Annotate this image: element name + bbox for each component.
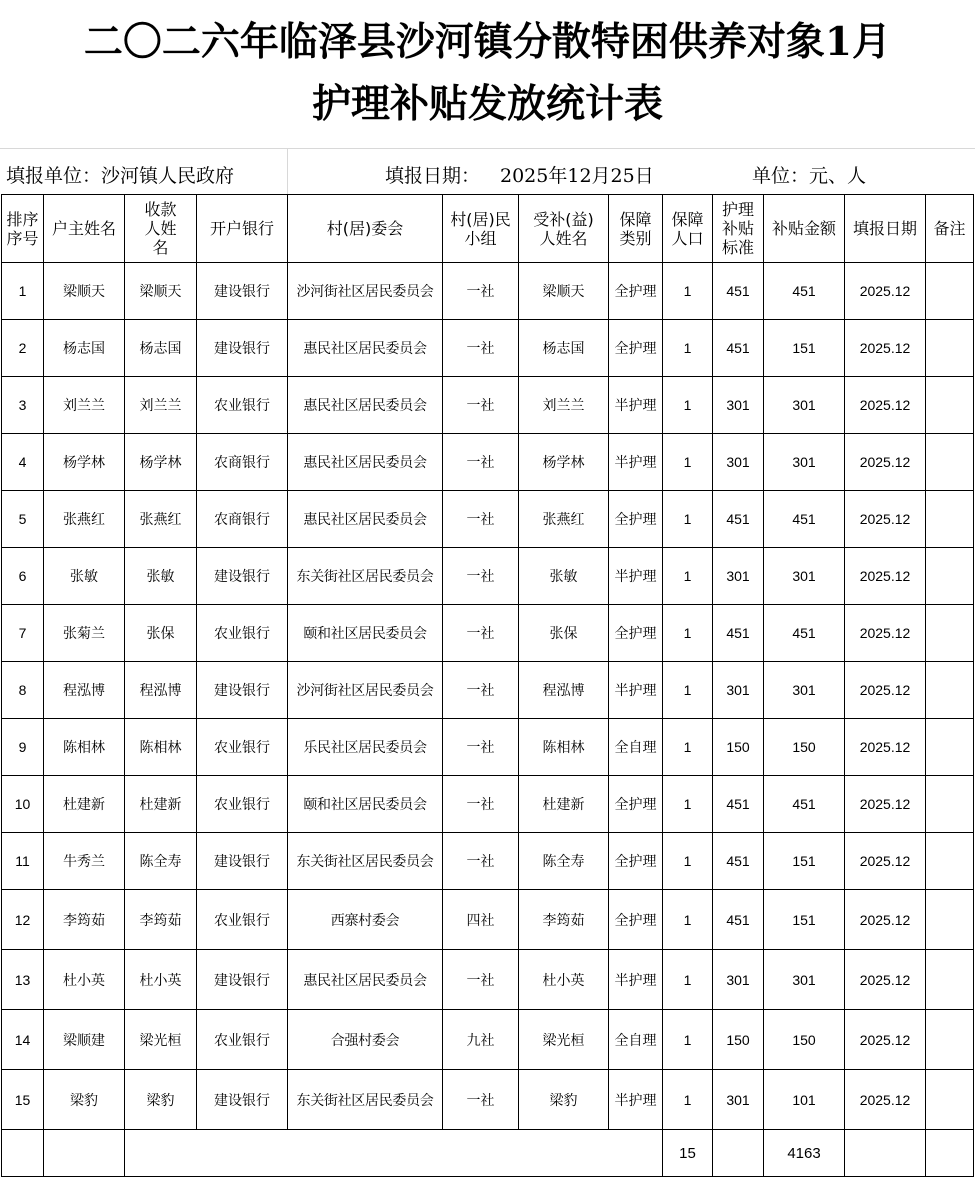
row-recipient: 张敏 [519, 548, 609, 605]
header-date: 填报日期 [845, 195, 926, 263]
row-recipient: 杜小英 [519, 950, 609, 1010]
subsidy-table [1, 194, 974, 1177]
row-bank: 农业银行 [197, 605, 288, 662]
row-type: 全护理 [609, 890, 663, 950]
row-recipient: 刘兰兰 [519, 377, 609, 434]
row-pop: 1 [663, 1070, 713, 1130]
totals-row [2, 1130, 974, 1177]
info-bar [0, 148, 975, 195]
row-recipient: 陈相林 [519, 719, 609, 776]
row-std: 301 [713, 662, 764, 719]
row-note [926, 719, 974, 776]
totals-cell [2, 1130, 44, 1177]
row-amount: 451 [764, 605, 845, 662]
row-type: 半护理 [609, 377, 663, 434]
row-pop: 1 [663, 434, 713, 491]
row-bank: 农业银行 [197, 1010, 288, 1070]
row-owner: 杜建新 [44, 776, 125, 833]
row-note [926, 776, 974, 833]
row-recipient: 杨志国 [519, 320, 609, 377]
row-owner: 梁顺建 [44, 1010, 125, 1070]
row-group: 一社 [443, 776, 519, 833]
row-note [926, 950, 974, 1010]
row-date: 2025.12 [845, 491, 926, 548]
row-committee: 惠民社区居民委员会 [288, 950, 443, 1010]
row-owner: 杨志国 [44, 320, 125, 377]
row-note [926, 890, 974, 950]
row-bank: 建设银行 [197, 662, 288, 719]
row-group: 一社 [443, 548, 519, 605]
row-note [926, 1010, 974, 1070]
row-payee: 李筠茹 [125, 890, 197, 950]
row-payee: 杨学林 [125, 434, 197, 491]
row-bank: 农业银行 [197, 776, 288, 833]
totals-pop: 15 [663, 1130, 713, 1177]
row-type: 半护理 [609, 548, 663, 605]
totals-cell [713, 1130, 764, 1177]
row-bank: 建设银行 [197, 263, 288, 320]
row-note [926, 377, 974, 434]
row-payee: 陈相林 [125, 719, 197, 776]
totals-cell-merged [125, 1130, 663, 1177]
row-recipient: 张燕红 [519, 491, 609, 548]
row-type: 半护理 [609, 662, 663, 719]
row-amount: 301 [764, 548, 845, 605]
row-note [926, 434, 974, 491]
row-committee: 东关街社区居民委员会 [288, 548, 443, 605]
row-seq: 3 [2, 377, 44, 434]
row-payee: 杨志国 [125, 320, 197, 377]
table-row [2, 776, 974, 833]
row-amount: 150 [764, 1010, 845, 1070]
row-amount: 301 [764, 434, 845, 491]
row-bank: 农商银行 [197, 491, 288, 548]
row-seq: 1 [2, 263, 44, 320]
header-note: 备注 [926, 195, 974, 263]
row-note [926, 548, 974, 605]
row-std: 451 [713, 605, 764, 662]
row-seq: 10 [2, 776, 44, 833]
row-committee: 东关街社区居民委员会 [288, 1070, 443, 1130]
report-date-value: 2025年12月25日 [500, 165, 654, 187]
row-recipient: 梁豹 [519, 1070, 609, 1130]
header-recipient: 受补(益)人姓名 [519, 195, 609, 263]
row-recipient: 程泓博 [519, 662, 609, 719]
header-pop: 保障人口 [663, 195, 713, 263]
row-committee: 西寨村委会 [288, 890, 443, 950]
header-seq: 排序序号 [2, 195, 44, 263]
row-pop: 1 [663, 833, 713, 890]
table-row [2, 263, 974, 320]
row-amount: 151 [764, 890, 845, 950]
row-recipient: 陈全寿 [519, 833, 609, 890]
row-group: 一社 [443, 719, 519, 776]
row-pop: 1 [663, 776, 713, 833]
row-amount: 451 [764, 776, 845, 833]
table-row [2, 662, 974, 719]
row-pop: 1 [663, 263, 713, 320]
row-owner: 张燕红 [44, 491, 125, 548]
row-pop: 1 [663, 491, 713, 548]
row-amount: 451 [764, 491, 845, 548]
header-std: 护理补贴标准 [713, 195, 764, 263]
row-group: 一社 [443, 950, 519, 1010]
table-row [2, 320, 974, 377]
row-group: 一社 [443, 833, 519, 890]
row-group: 一社 [443, 605, 519, 662]
row-group: 四社 [443, 890, 519, 950]
row-note [926, 320, 974, 377]
row-bank: 农商银行 [197, 434, 288, 491]
row-payee: 程泓博 [125, 662, 197, 719]
row-bank: 农业银行 [197, 377, 288, 434]
row-payee: 梁豹 [125, 1070, 197, 1130]
row-seq: 15 [2, 1070, 44, 1130]
row-committee: 乐民社区居民委员会 [288, 719, 443, 776]
row-amount: 301 [764, 662, 845, 719]
measure-unit: 单位：元、人 [752, 165, 867, 187]
row-note [926, 605, 974, 662]
row-type: 全护理 [609, 320, 663, 377]
row-type: 半护理 [609, 950, 663, 1010]
row-std: 150 [713, 719, 764, 776]
row-owner: 张敏 [44, 548, 125, 605]
row-payee: 张敏 [125, 548, 197, 605]
row-owner: 陈相林 [44, 719, 125, 776]
row-pop: 1 [663, 890, 713, 950]
row-amount: 101 [764, 1070, 845, 1130]
row-owner: 程泓博 [44, 662, 125, 719]
row-amount: 151 [764, 833, 845, 890]
row-type: 全护理 [609, 776, 663, 833]
table-row [2, 1070, 974, 1130]
row-bank: 农业银行 [197, 719, 288, 776]
row-std: 301 [713, 434, 764, 491]
row-type: 全护理 [609, 491, 663, 548]
row-seq: 8 [2, 662, 44, 719]
table-row [2, 491, 974, 548]
row-note [926, 662, 974, 719]
row-payee: 刘兰兰 [125, 377, 197, 434]
row-committee: 惠民社区居民委员会 [288, 491, 443, 548]
row-payee: 梁顺天 [125, 263, 197, 320]
row-group: 九社 [443, 1010, 519, 1070]
row-std: 451 [713, 263, 764, 320]
row-pop: 1 [663, 719, 713, 776]
row-date: 2025.12 [845, 1010, 926, 1070]
table-row [2, 548, 974, 605]
row-owner: 杨学林 [44, 434, 125, 491]
row-std: 301 [713, 377, 764, 434]
row-date: 2025.12 [845, 320, 926, 377]
row-group: 一社 [443, 491, 519, 548]
row-amount: 451 [764, 263, 845, 320]
table-row [2, 1010, 974, 1070]
row-date: 2025.12 [845, 833, 926, 890]
header-committee: 村(居)委会 [288, 195, 443, 263]
row-owner: 梁顺天 [44, 263, 125, 320]
row-committee: 沙河街社区居民委员会 [288, 263, 443, 320]
row-seq: 12 [2, 890, 44, 950]
row-type: 全自理 [609, 719, 663, 776]
row-seq: 5 [2, 491, 44, 548]
row-type: 半护理 [609, 1070, 663, 1130]
row-pop: 1 [663, 950, 713, 1010]
row-owner: 杜小英 [44, 950, 125, 1010]
row-recipient: 张保 [519, 605, 609, 662]
row-owner: 李筠茹 [44, 890, 125, 950]
row-std: 150 [713, 1010, 764, 1070]
row-type: 全护理 [609, 833, 663, 890]
row-group: 一社 [443, 662, 519, 719]
row-pop: 1 [663, 548, 713, 605]
row-pop: 1 [663, 320, 713, 377]
row-recipient: 李筠茹 [519, 890, 609, 950]
row-committee: 颐和社区居民委员会 [288, 776, 443, 833]
row-payee: 陈全寿 [125, 833, 197, 890]
row-date: 2025.12 [845, 890, 926, 950]
row-date: 2025.12 [845, 605, 926, 662]
row-committee: 惠民社区居民委员会 [288, 434, 443, 491]
header-row [2, 195, 974, 263]
row-owner: 牛秀兰 [44, 833, 125, 890]
row-payee: 杜建新 [125, 776, 197, 833]
row-note [926, 833, 974, 890]
info-divider [287, 149, 288, 195]
row-date: 2025.12 [845, 548, 926, 605]
row-std: 301 [713, 548, 764, 605]
row-group: 一社 [443, 377, 519, 434]
row-std: 451 [713, 491, 764, 548]
table-row [2, 950, 974, 1010]
row-recipient: 杜建新 [519, 776, 609, 833]
table-row [2, 434, 974, 491]
row-bank: 建设银行 [197, 1070, 288, 1130]
row-type: 全自理 [609, 1010, 663, 1070]
row-date: 2025.12 [845, 950, 926, 1010]
row-date: 2025.12 [845, 377, 926, 434]
row-payee: 张燕红 [125, 491, 197, 548]
row-seq: 2 [2, 320, 44, 377]
row-owner: 张菊兰 [44, 605, 125, 662]
row-committee: 颐和社区居民委员会 [288, 605, 443, 662]
row-committee: 沙河街社区居民委员会 [288, 662, 443, 719]
header-payee: 收款人姓名 [125, 195, 197, 263]
reporting-unit: 填报单位：沙河镇人民政府 [6, 165, 235, 187]
row-date: 2025.12 [845, 719, 926, 776]
row-pop: 1 [663, 1010, 713, 1070]
row-type: 全护理 [609, 263, 663, 320]
row-bank: 建设银行 [197, 320, 288, 377]
row-recipient: 杨学林 [519, 434, 609, 491]
header-bank: 开户银行 [197, 195, 288, 263]
row-group: 一社 [443, 320, 519, 377]
row-group: 一社 [443, 434, 519, 491]
header-owner: 户主姓名 [44, 195, 125, 263]
row-amount: 151 [764, 320, 845, 377]
header-type: 保障类别 [609, 195, 663, 263]
totals-cell [845, 1130, 926, 1177]
row-date: 2025.12 [845, 1070, 926, 1130]
totals-cell [44, 1130, 125, 1177]
row-amount: 150 [764, 719, 845, 776]
row-date: 2025.12 [845, 776, 926, 833]
table-row [2, 377, 974, 434]
row-recipient: 梁顺天 [519, 263, 609, 320]
table-row [2, 890, 974, 950]
row-bank: 建设银行 [197, 833, 288, 890]
row-seq: 9 [2, 719, 44, 776]
row-std: 301 [713, 1070, 764, 1130]
table-row [2, 833, 974, 890]
row-pop: 1 [663, 377, 713, 434]
report-date-label: 填报日期： [385, 165, 481, 187]
header-group: 村(居)民小组 [443, 195, 519, 263]
row-owner: 刘兰兰 [44, 377, 125, 434]
row-std: 451 [713, 890, 764, 950]
table-row [2, 605, 974, 662]
row-date: 2025.12 [845, 434, 926, 491]
totals-cell [926, 1130, 974, 1177]
row-date: 2025.12 [845, 662, 926, 719]
row-pop: 1 [663, 662, 713, 719]
row-note [926, 491, 974, 548]
row-note [926, 263, 974, 320]
row-payee: 梁光桓 [125, 1010, 197, 1070]
row-payee: 杜小英 [125, 950, 197, 1010]
row-group: 一社 [443, 263, 519, 320]
row-seq: 14 [2, 1010, 44, 1070]
totals-amount: 4163 [764, 1130, 845, 1177]
row-pop: 1 [663, 605, 713, 662]
title-line-1: 二〇二六年临泽县沙河镇分散特困供养对象1月 [83, 19, 892, 65]
row-group: 一社 [443, 1070, 519, 1130]
row-seq: 11 [2, 833, 44, 890]
row-amount: 301 [764, 377, 845, 434]
row-bank: 农业银行 [197, 890, 288, 950]
title-line-2: 护理补贴发放统计表 [311, 81, 663, 127]
row-bank: 建设银行 [197, 950, 288, 1010]
row-seq: 13 [2, 950, 44, 1010]
row-std: 451 [713, 320, 764, 377]
row-seq: 7 [2, 605, 44, 662]
row-committee: 东关街社区居民委员会 [288, 833, 443, 890]
row-date: 2025.12 [845, 263, 926, 320]
row-type: 半护理 [609, 434, 663, 491]
table-row [2, 719, 974, 776]
table-body [2, 263, 974, 1130]
row-committee: 惠民社区居民委员会 [288, 377, 443, 434]
row-bank: 建设银行 [197, 548, 288, 605]
document-title [0, 0, 975, 148]
row-committee: 合强村委会 [288, 1010, 443, 1070]
row-owner: 梁豹 [44, 1070, 125, 1130]
row-note [926, 1070, 974, 1130]
row-std: 301 [713, 950, 764, 1010]
row-seq: 6 [2, 548, 44, 605]
row-std: 451 [713, 833, 764, 890]
row-committee: 惠民社区居民委员会 [288, 320, 443, 377]
header-amount: 补贴金额 [764, 195, 845, 263]
row-type: 全护理 [609, 605, 663, 662]
row-seq: 4 [2, 434, 44, 491]
row-std: 451 [713, 776, 764, 833]
row-payee: 张保 [125, 605, 197, 662]
row-recipient: 梁光桓 [519, 1010, 609, 1070]
row-amount: 301 [764, 950, 845, 1010]
